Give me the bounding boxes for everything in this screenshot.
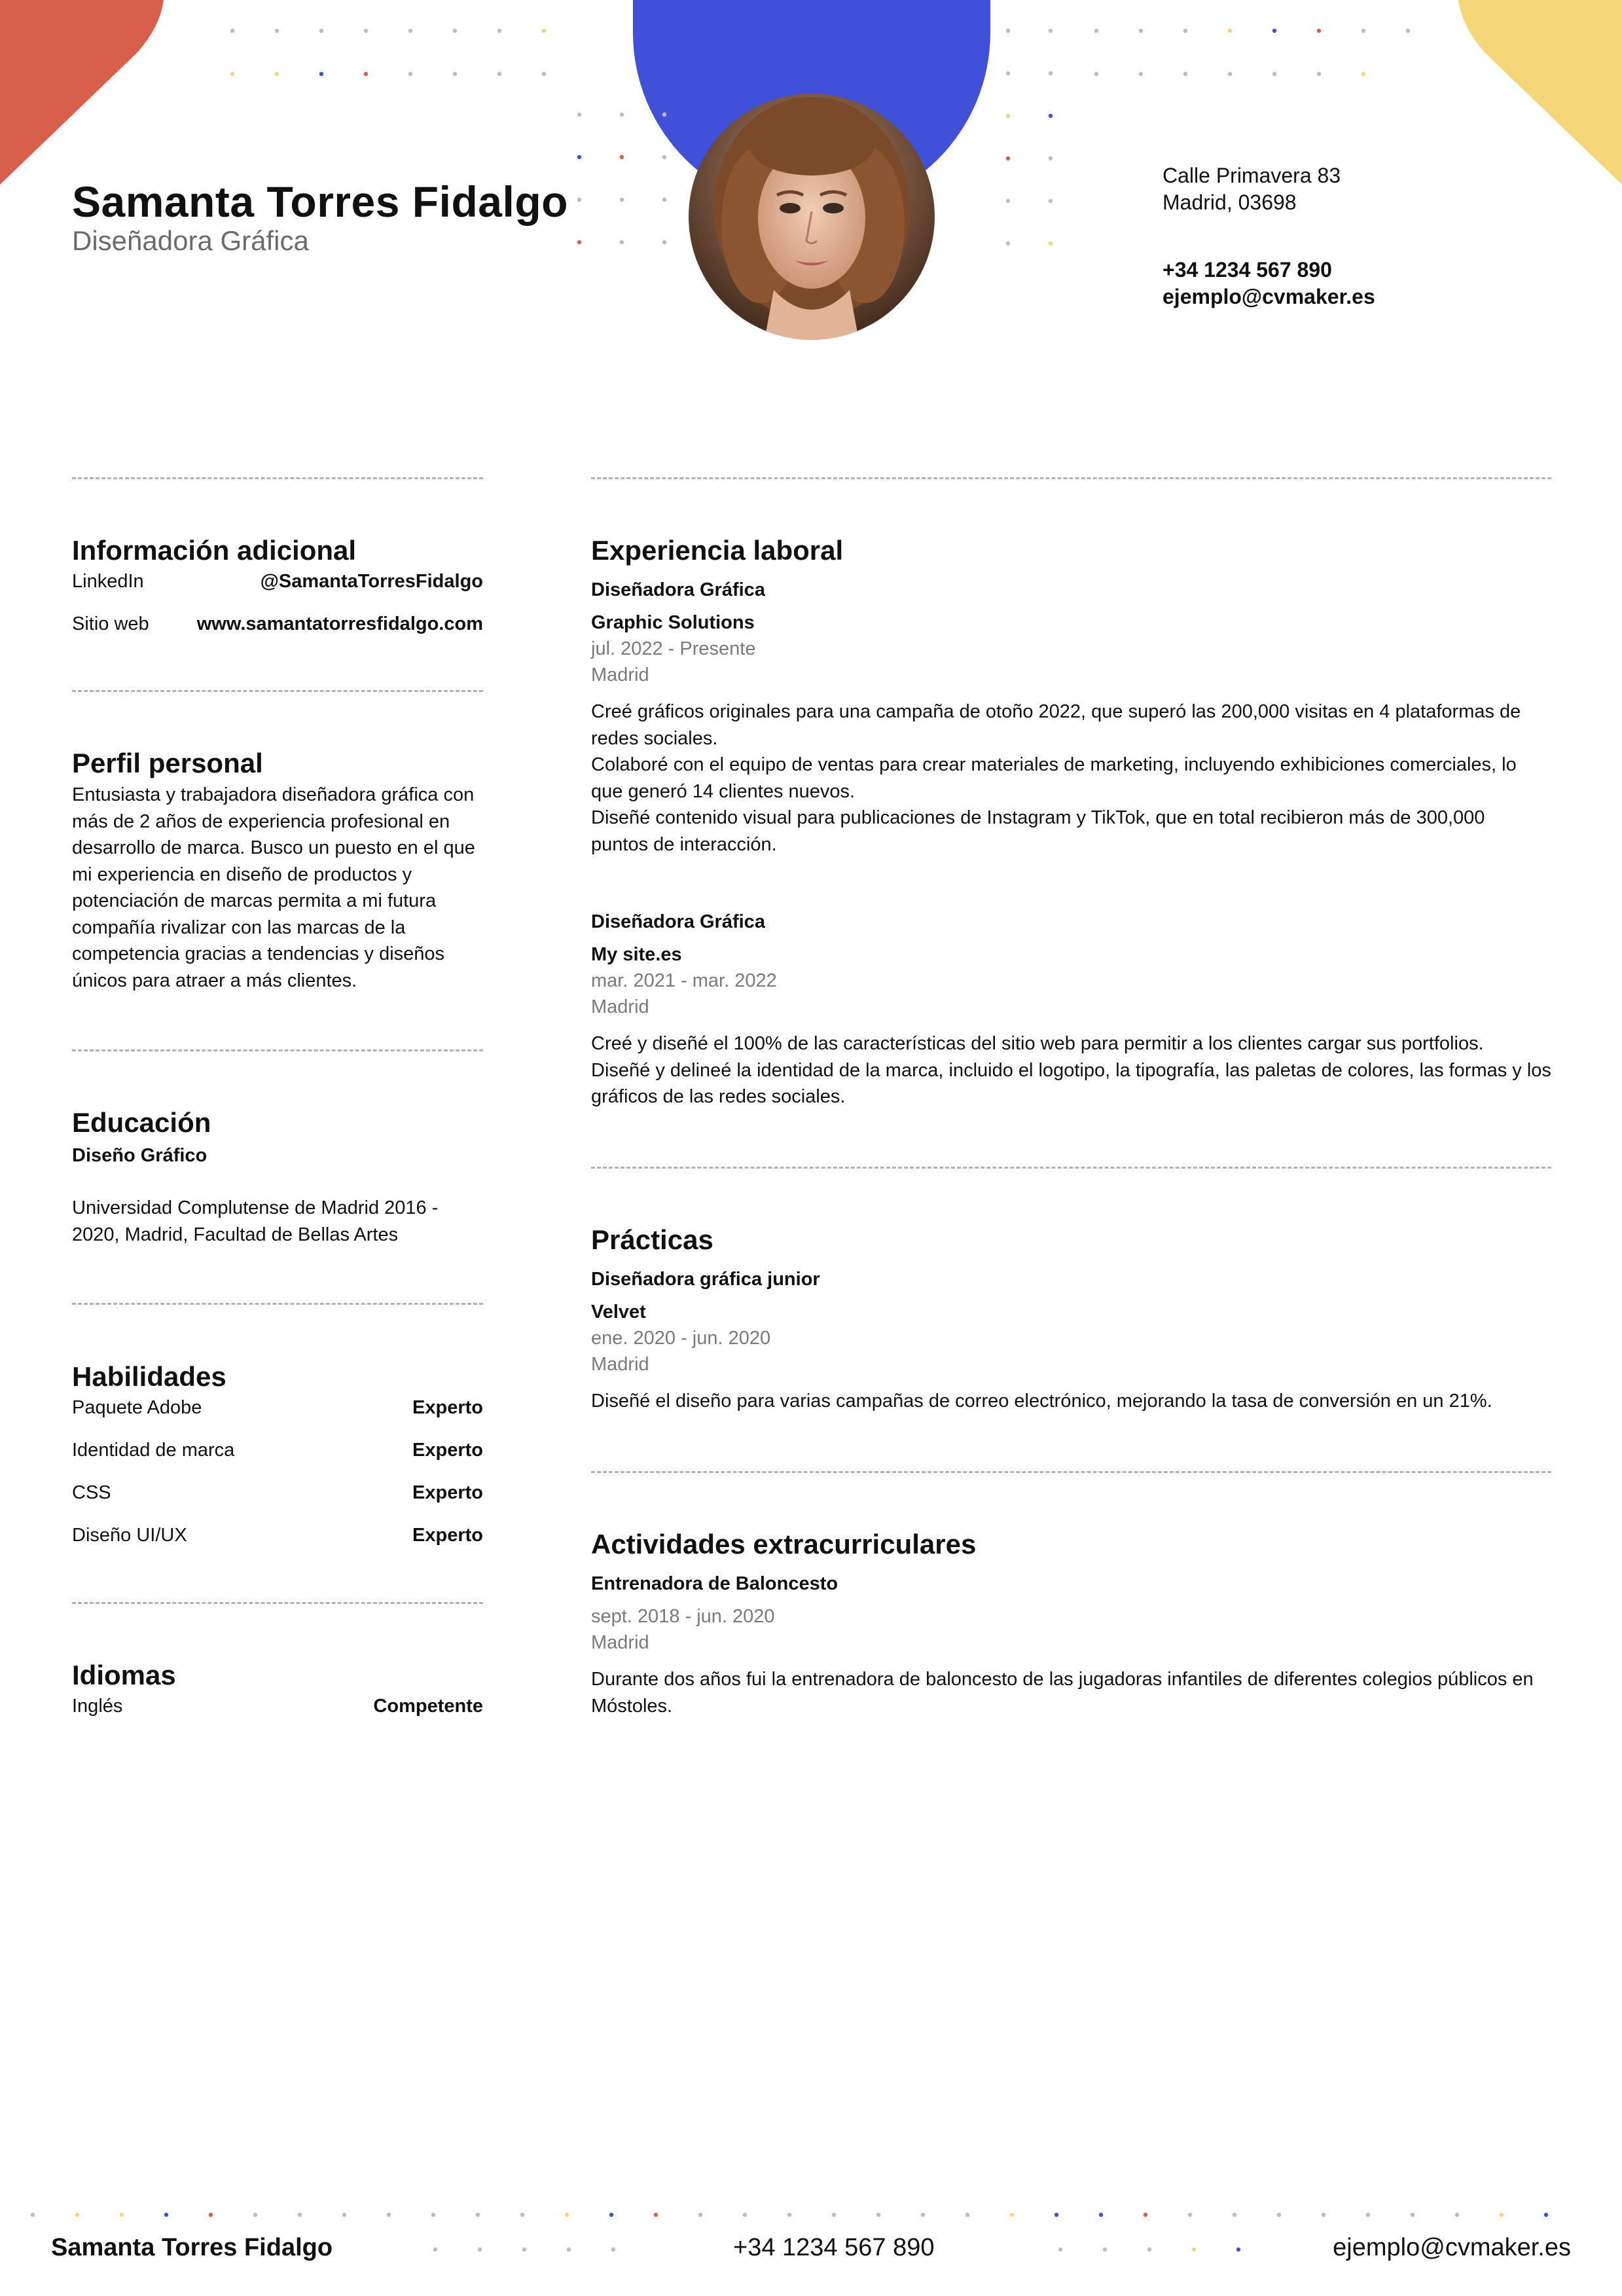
education-degree: Diseño Gráfico <box>72 1145 207 1166</box>
decorative-dot <box>1054 2213 1058 2217</box>
decorative-dot <box>408 72 412 76</box>
decorative-dot <box>662 155 666 159</box>
extracurricular-section <box>591 1529 1553 1719</box>
decorative-dot <box>1006 114 1010 118</box>
footer-name: Samanta Torres Fidalgo <box>51 2234 333 2261</box>
decorative-dot <box>1103 2248 1107 2251</box>
decorative-dot <box>1317 29 1321 33</box>
decorative-dot <box>832 2213 836 2217</box>
job-title: Diseñadora gráfica junior <box>591 1269 820 1290</box>
section-heading: Idiomas <box>72 1660 176 1690</box>
footer-email[interactable]: ejemplo@cvmaker.es <box>1333 2234 1571 2261</box>
section-heading: Prácticas <box>591 1224 713 1255</box>
decorative-dot <box>522 2248 526 2251</box>
decorative-dot <box>31 2213 35 2217</box>
decorative-dot <box>1192 2248 1196 2251</box>
decorative-dot <box>1366 2213 1370 2217</box>
section-heading: Perfil personal <box>72 748 263 778</box>
decorative-dot <box>497 29 501 33</box>
decorative-dot <box>1139 72 1143 76</box>
job-entry <box>591 1266 1553 1415</box>
job-dates: mar. 2021 - mar. 2022 <box>591 970 777 991</box>
divider <box>591 1167 1551 1169</box>
education-section <box>72 1107 483 1248</box>
languages-section <box>72 1660 483 1736</box>
skill-level: Experto <box>412 1440 483 1461</box>
activity-description: Durante dos años fui la entrenadora de baloncesto de las jugadoras infantiles de diferentes colegios públicos en Móstoles. <box>591 1669 1534 1717</box>
job-entry <box>591 577 1553 858</box>
decorative-dot <box>1361 72 1365 76</box>
decorative-dot <box>743 2213 747 2217</box>
decorative-dot <box>275 72 279 76</box>
decorative-dot <box>319 72 323 76</box>
job-description: Diseñé el diseño para varias campañas de correo electrónico, mejorando la tasa de conversión en un 21%. <box>591 1391 1492 1412</box>
footer-phone[interactable]: +34 1234 567 890 <box>733 2234 935 2261</box>
decorative-dot <box>364 29 368 33</box>
decorative-dot <box>431 2213 435 2217</box>
decorative-dot <box>253 2213 257 2217</box>
profile-text: Entusiasta y trabajadora diseñadora gráfica con más de 2 años de experiencia profesional en desarrollo de marca. Busco un puesto en el que mi experiencia en diseño de productos y potenciación de marcas permita a mi futura compañía rivalizar con las marcas de la competencia gracias a tendencias y diseños únicos para atraer a más clientes. <box>72 784 475 991</box>
decorative-dot <box>1183 29 1187 33</box>
decorative-dot <box>577 155 581 159</box>
section-heading: Información adicional <box>72 535 357 566</box>
decorative-dot <box>1006 29 1010 33</box>
decorative-dot <box>1317 72 1321 76</box>
decorative-dot <box>1049 71 1053 75</box>
candidate-title: Diseñadora Gráfica <box>72 225 309 256</box>
decorative-dot <box>876 2213 880 2217</box>
decorative-dot <box>1049 29 1053 33</box>
decorative-dot <box>1049 114 1053 118</box>
skill-name: Paquete Adobe <box>72 1397 202 1418</box>
decorative-dot <box>387 2213 391 2217</box>
decorative-dot <box>342 2213 346 2217</box>
decorative-dot <box>1144 2213 1147 2217</box>
info-label: Sitio web <box>72 613 149 634</box>
decorative-dot <box>497 72 501 76</box>
decorative-dot <box>1049 199 1053 203</box>
decorative-dot <box>1411 2213 1415 2217</box>
decorative-dot <box>1139 29 1143 33</box>
job-location: Madrid <box>591 1354 649 1375</box>
decorative-dot <box>698 2213 702 2217</box>
decorative-dot <box>408 29 412 33</box>
info-label: LinkedIn <box>72 571 144 592</box>
decorative-dot <box>1272 72 1276 76</box>
decorative-dot <box>453 72 457 76</box>
decorative-dot <box>567 2248 571 2251</box>
decorative-dot <box>620 113 624 117</box>
decorative-dot <box>1228 29 1232 33</box>
section-heading: Educación <box>72 1107 211 1138</box>
decorative-dot <box>319 29 323 33</box>
language-level: Competente <box>373 1696 483 1717</box>
decorative-dot <box>1544 2213 1548 2217</box>
skill-level: Experto <box>412 1525 483 1546</box>
yellow-corner-shape <box>1458 0 1622 185</box>
decorative-dot <box>1049 242 1053 246</box>
decorative-dot <box>1049 156 1053 160</box>
job-dates: jul. 2022 - Presente <box>591 638 756 659</box>
experience-section <box>591 535 1553 1110</box>
decorative-dot <box>1147 2248 1151 2251</box>
decorative-dot <box>164 2213 168 2217</box>
decorative-dot <box>1094 29 1098 33</box>
decorative-dot <box>75 2213 79 2217</box>
divider <box>72 690 483 692</box>
job-location: Madrid <box>591 996 649 1017</box>
decorative-dot <box>433 2248 437 2251</box>
decorative-dot <box>921 2213 925 2217</box>
divider <box>591 1471 1551 1473</box>
decorative-dot <box>577 198 581 202</box>
info-row-linkedin <box>72 569 483 611</box>
decorative-dot <box>1233 2213 1236 2217</box>
skill-name: Diseño UI/UX <box>72 1525 187 1546</box>
job-title: Diseñadora Gráfica <box>591 911 765 932</box>
decorative-dot <box>577 240 581 244</box>
job-dates: ene. 2020 - jun. 2020 <box>591 1328 771 1349</box>
decorative-dot <box>1406 29 1410 33</box>
job-company: My site.es <box>591 944 682 965</box>
address-line-2: Madrid, 03698 <box>1162 191 1297 214</box>
skill-level: Experto <box>412 1397 483 1418</box>
decorative-dot <box>611 2248 615 2251</box>
job-description: Creé y diseñé el 100% de las características del sitio web para permitir a los clientes cargar sus portfolios. Diseñé y delineé la identidad de la marca, incluido el logotipo, la tipografía, las paletas de colores, las formas y los gráficos de las redes sociales. <box>591 1033 1551 1107</box>
decorative-dot <box>1455 2213 1459 2217</box>
decorative-dot <box>577 113 581 117</box>
info-row-website <box>72 611 483 654</box>
decorative-dot <box>1236 2248 1240 2251</box>
section-heading: Actividades extracurriculares <box>591 1529 977 1559</box>
skill-name: CSS <box>72 1482 111 1503</box>
decorative-dot <box>965 2213 969 2217</box>
decorative-dot <box>1058 2248 1062 2251</box>
decorative-dot <box>662 198 666 202</box>
job-company: Velvet <box>591 1302 646 1322</box>
decorative-dot <box>453 29 457 33</box>
decorative-dot <box>1188 2213 1192 2217</box>
contact-block <box>1162 162 1375 310</box>
decorative-dot <box>1094 72 1098 76</box>
job-title: Diseñadora Gráfica <box>591 579 765 600</box>
skill-row <box>72 1480 483 1523</box>
decorative-dot <box>120 2213 124 2217</box>
linkedin-link[interactable]: @SamantaTorresFidalgo <box>260 571 483 592</box>
decorative-dot <box>1006 199 1010 203</box>
decorative-dot <box>1361 29 1365 33</box>
profile-section <box>72 748 483 994</box>
decorative-dot <box>364 72 368 76</box>
email[interactable]: ejemplo@cvmaker.es <box>1162 285 1375 308</box>
decorative-dot <box>298 2213 302 2217</box>
decorative-dot <box>1277 2213 1281 2217</box>
decorative-dot <box>662 113 666 117</box>
language-row <box>72 1694 483 1736</box>
candidate-name: Samanta Torres Fidalgo <box>72 177 568 226</box>
decorative-dot <box>520 2213 524 2217</box>
skill-row <box>72 1395 483 1438</box>
divider <box>72 1049 483 1051</box>
phone[interactable]: +34 1234 567 890 <box>1162 258 1332 282</box>
activity-entry <box>591 1571 1553 1719</box>
decorative-dot <box>1006 71 1010 75</box>
additional-info-section <box>72 535 483 654</box>
decorative-dot <box>1228 72 1232 76</box>
job-entry <box>591 909 1553 1110</box>
job-location: Madrid <box>591 665 649 685</box>
divider <box>72 1303 483 1305</box>
decorative-dot <box>1322 2213 1325 2217</box>
job-description: Creé gráficos originales para una campaña de otoño 2022, que superó las 200,000 visitas en 4 plataformas de redes sociales. Colaboré con el equipo de ventas para crear materiales de marketing, incluyendo exhibiciones comerciales, lo que generó 14 clientes nuevos. Diseñé contenido visual para publicaciones de Instagram y TikTok, que en total recibieron más de 300,000 puntos de interacción. <box>591 701 1521 855</box>
decorative-dot <box>542 29 546 33</box>
decorative-dot <box>654 2213 658 2217</box>
decorative-dot <box>609 2213 613 2217</box>
decorative-dot <box>230 72 234 76</box>
decorative-dot <box>230 29 234 33</box>
decorative-dot <box>476 2213 480 2217</box>
skills-section <box>72 1361 483 1565</box>
skill-level: Experto <box>412 1482 483 1503</box>
decorative-dot <box>209 2213 213 2217</box>
address-line-1: Calle Primavera 83 <box>1162 164 1341 187</box>
profile-photo <box>689 94 935 340</box>
skill-name: Identidad de marca <box>72 1440 235 1461</box>
decorative-dot <box>542 72 546 76</box>
section-heading: Experiencia laboral <box>591 535 844 566</box>
language-name: Inglés <box>72 1696 123 1717</box>
job-company: Graphic Solutions <box>591 612 755 633</box>
decorative-dot <box>1010 2213 1014 2217</box>
activity-location: Madrid <box>591 1632 649 1653</box>
activity-title: Entrenadora de Baloncesto <box>591 1573 838 1594</box>
internships-section <box>591 1224 1553 1415</box>
decorative-dot <box>565 2213 569 2217</box>
red-corner-shape <box>0 0 164 185</box>
activity-dates: sept. 2018 - jun. 2020 <box>591 1606 775 1627</box>
decorative-dot <box>1183 72 1187 76</box>
skill-row <box>72 1523 483 1565</box>
decorative-dot <box>620 240 624 244</box>
divider <box>72 477 483 479</box>
website-link[interactable]: www.samantatorresfidalgo.com <box>196 613 483 634</box>
decorative-dot <box>1500 2213 1504 2217</box>
decorative-dot <box>1099 2213 1103 2217</box>
decorative-dot <box>478 2248 482 2251</box>
section-heading: Habilidades <box>72 1361 226 1392</box>
decorative-dot <box>1006 242 1010 246</box>
decorative-dot <box>1006 156 1010 160</box>
decorative-dot <box>620 198 624 202</box>
skill-row <box>72 1438 483 1480</box>
decorative-dot <box>275 29 279 33</box>
decorative-dot <box>620 155 624 159</box>
decorative-dot <box>1272 29 1276 33</box>
divider <box>591 477 1551 479</box>
decorative-dot <box>787 2213 791 2217</box>
divider <box>72 1602 483 1604</box>
education-details: Universidad Complutense de Madrid 2016 - 2020, Madrid, Facultad de Bellas Artes <box>72 1197 439 1245</box>
decorative-dot <box>662 240 666 244</box>
